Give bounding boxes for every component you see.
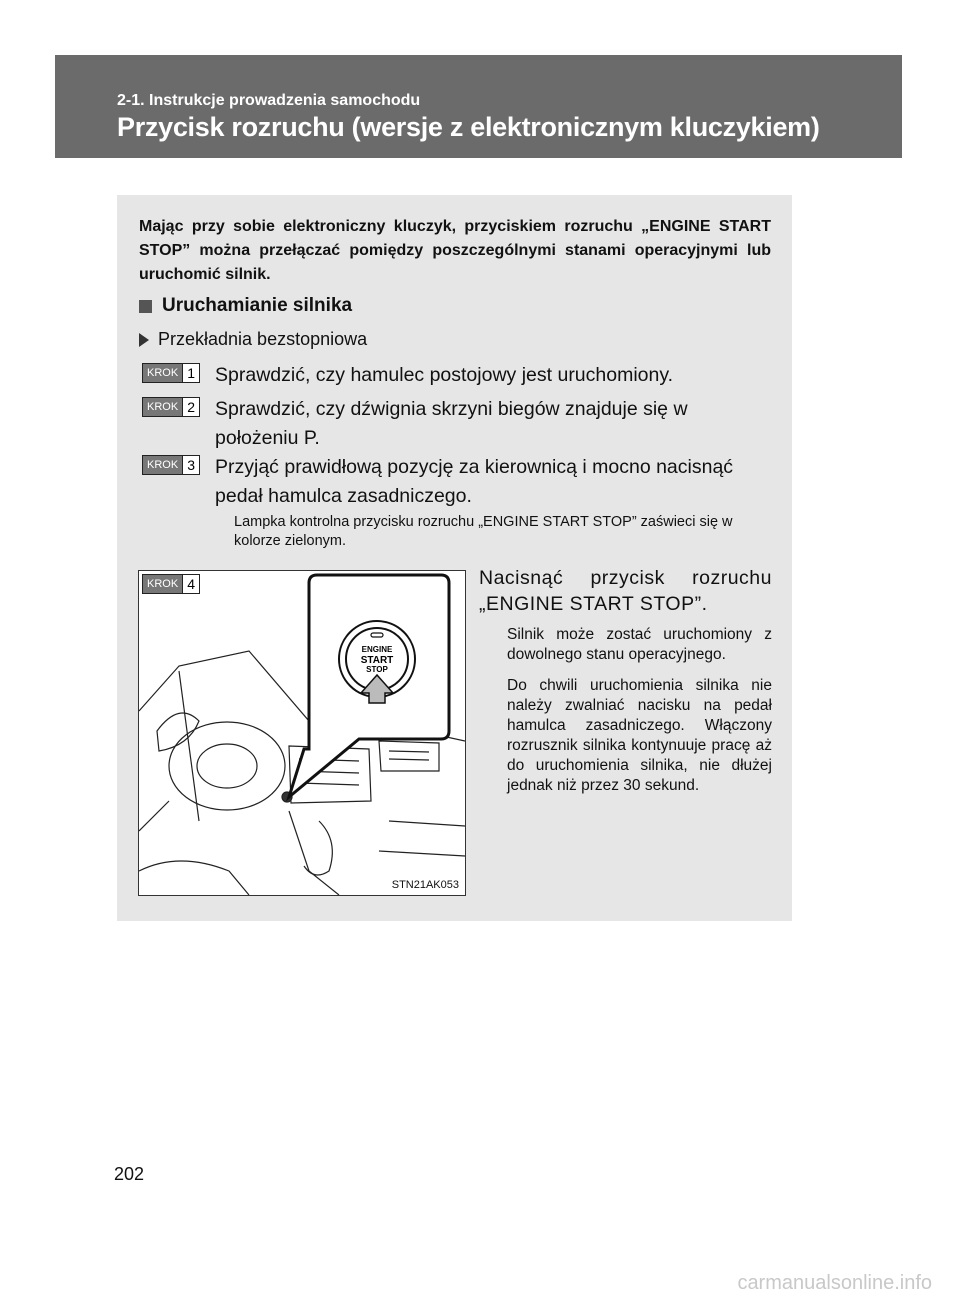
dashboard-drawing	[139, 571, 465, 895]
dashboard-illustration	[138, 570, 466, 896]
step-3-note: Lampka kontrolna przycisku rozruchu „ENGINE START STOP” zaświeci się w kolorze zielonym.	[234, 514, 733, 549]
step-4-text: Nacisnąć przycisk rozruchu „ENGINE START STOP”.	[479, 567, 772, 615]
step-badge: KROK 4	[142, 574, 200, 594]
step-text: Przyjąć prawidłową pozycję za kierownicą i mocno nacisnąć pedał hamulca zasadniczego.	[215, 456, 734, 507]
subheading-label: Uruchamianie silnika	[162, 295, 353, 316]
section-label: 2-1. Instrukcje prowadzenia samochodu	[117, 92, 421, 109]
subheading	[139, 295, 352, 317]
figure-code: STN21AK053	[391, 879, 459, 891]
page-title: Przycisk rozruchu (wersje z elektronicznym kluczykiem)	[117, 112, 820, 142]
transmission-label	[139, 329, 367, 350]
square-bullet-icon	[139, 300, 152, 313]
watermark: carmanualsonline.info	[737, 1272, 932, 1294]
section-header	[55, 55, 902, 158]
step-2	[142, 395, 772, 453]
step-4-note: Silnik może zostać uruchomiony z dowolnego stanu operacyjnego.	[507, 626, 772, 663]
intro-text: Mając przy sobie elektroniczny kluczyk, przyciskiem rozruchu „ENGINE START STOP” można przełączać pomiędzy poszczególnymi stanami operacyjnymi lub uruchomić silnik.	[139, 218, 771, 283]
transmission-text: Przekładnia bezstopniowa	[158, 329, 368, 349]
button-label-engine: ENGINE	[361, 645, 393, 654]
step-badge: KROK 2	[142, 397, 200, 417]
step-1	[142, 361, 772, 390]
step-3	[142, 453, 772, 511]
step-text: Sprawdzić, czy dźwignia skrzyni biegów znajduje się w położeniu P.	[215, 398, 688, 449]
step-badge: KROK 1	[142, 363, 200, 383]
content-panel	[117, 195, 792, 921]
step-4-note: Do chwili uruchomienia silnika nie należy zwalniać nacisku na pedał hamulca zasadniczego. Włączony rozrusznik silnika kontynuuje pracę aż do uruchomienia silnika, nie dłużej jednak niż przez 30 sekund.	[507, 677, 772, 794]
step-4-notes	[507, 625, 772, 807]
button-label-start: START	[360, 655, 394, 666]
triangle-bullet-icon	[139, 333, 149, 347]
page-number: 202	[114, 1164, 145, 1184]
step-badge: KROK 3	[142, 455, 200, 475]
button-label-stop: STOP	[366, 665, 388, 674]
step-text: Sprawdzić, czy hamulec postojowy jest uruchomiony.	[215, 364, 674, 386]
